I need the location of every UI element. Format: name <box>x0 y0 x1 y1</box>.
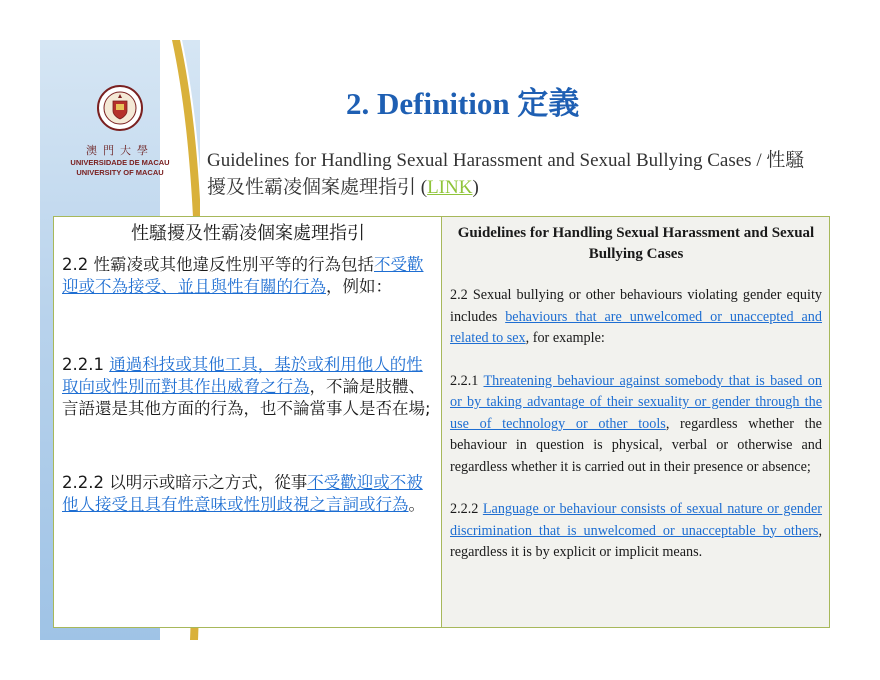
column-header-english: Guidelines for Handling Sexual Harassment and Sexual Bullying Cases <box>457 225 815 262</box>
university-seal-icon <box>96 84 144 132</box>
clause-link[interactable]: 不受歡迎或不被他人接受且具有性意味或性別歧視之言詞或行為 <box>62 473 423 514</box>
clause-text: ，例如： <box>326 277 392 296</box>
clause-number: 2.2.1 <box>450 372 484 389</box>
clause-2-2-1-chinese <box>62 354 434 420</box>
clause-number: 2.2.2 <box>450 501 483 517</box>
clause-text: ，不論是肢體、言語還是其他方面的行為，也不論當事人是否在場; <box>62 377 431 418</box>
clause-number: 2.2.1 <box>62 355 110 374</box>
clause-text: , regardless whether the behaviour in question is physical, verbal or otherwise and regardless whether it is carried out in their presence or absence; <box>450 415 822 475</box>
clause-2-2-english <box>450 285 822 350</box>
table-column-chinese <box>54 217 442 627</box>
clause-2-2-2-chinese <box>62 472 434 516</box>
university-logo <box>60 84 180 178</box>
clause-text: 2.2.2 以明示或暗示之方式，從事 <box>62 473 308 492</box>
slide <box>40 40 840 640</box>
subtitle-close: ) <box>472 177 479 198</box>
clause-2-2-1-english <box>450 371 822 479</box>
clause-link[interactable]: behaviours that are unwelcomed or unaccepted and related to sex <box>450 308 822 346</box>
clause-text: , for example: <box>525 330 605 346</box>
clause-2-2-2-english <box>450 499 822 564</box>
logo-english: UNIVERSITY OF MACAU <box>76 168 164 177</box>
clause-link[interactable]: 不受歡迎或不為接受、並且與性有關的行為 <box>62 255 424 296</box>
clause-text: 2.2 性霸凌或其他違反性別平等的行為包括 <box>62 255 374 274</box>
clause-2-2-chinese <box>62 254 434 298</box>
subtitle-text: Guidelines for Handling Sexual Harassment and Sexual Bullying Cases / 性騷擾及性霸凌個案處理指引 ( <box>207 150 805 198</box>
subtitle <box>207 147 807 201</box>
clause-text: 2.2 Sexual bullying or other behaviours violating gender equity includes <box>450 287 822 325</box>
table-column-english <box>442 217 829 627</box>
page-title: 2. Definition 定義 <box>346 86 580 121</box>
logo-chinese: 澳門大學 <box>86 144 154 157</box>
logo-portuguese: UNIVERSIDADE DE MACAU <box>70 158 170 167</box>
subtitle-link[interactable]: LINK <box>427 177 473 198</box>
clause-link[interactable]: 通過科技或其他工具，基於或利用他人的性取向或性別而對其作出威脅之行為 <box>62 355 423 396</box>
clause-link[interactable]: Language or behaviour consists of sexual nature or gender discrimination that is unwelcomed or unacceptable by others <box>450 501 823 539</box>
clause-link[interactable]: Threatening behaviour against somebody that is based on or by taking advantage of their sexuality or gender through the use of technology or other tools <box>450 372 822 432</box>
definition-table <box>53 216 830 628</box>
column-header-chinese: 性騷擾及性霸凌個案處理指引 <box>131 223 365 244</box>
clause-text: 。 <box>408 495 425 514</box>
clause-text: , regardless it is by explicit or implicit means. <box>450 522 822 560</box>
